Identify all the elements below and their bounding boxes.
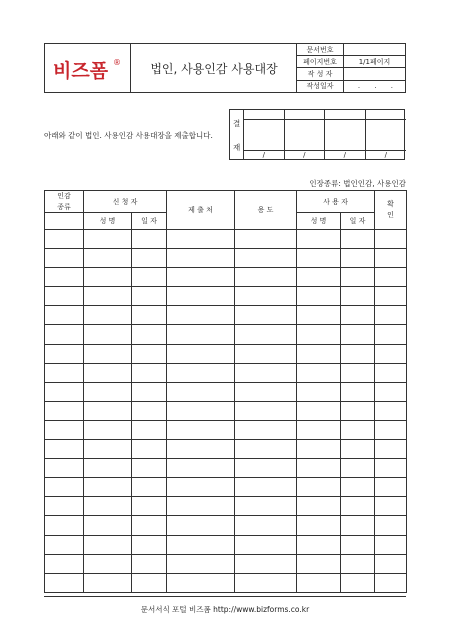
table-cell[interactable]: [132, 516, 167, 535]
table-cell[interactable]: [167, 440, 235, 459]
table-cell[interactable]: [84, 516, 132, 535]
table-cell[interactable]: [84, 230, 132, 249]
table-row: [45, 459, 407, 478]
meta-label: 페이지번호: [297, 56, 344, 68]
table-cell[interactable]: [132, 249, 167, 268]
table-row: [45, 573, 407, 592]
table-cell[interactable]: [167, 573, 235, 592]
table-cell[interactable]: [375, 382, 407, 401]
table-cell[interactable]: [84, 420, 132, 439]
table-cell[interactable]: [45, 535, 84, 554]
table-cell[interactable]: [297, 382, 341, 401]
table-cell[interactable]: [297, 344, 341, 363]
intro-text: 아래와 같이 법인. 사용인감 사용대장을 제출합니다.: [44, 131, 213, 140]
table-cell[interactable]: [297, 363, 341, 382]
table-cell[interactable]: [132, 573, 167, 592]
table-cell[interactable]: [132, 382, 167, 401]
table-cell[interactable]: [297, 535, 341, 554]
bizforms-logo: 비즈폼: [53, 60, 109, 82]
table-cell[interactable]: [341, 268, 375, 287]
table-cell[interactable]: [235, 325, 297, 344]
table-cell[interactable]: [167, 382, 235, 401]
table-cell[interactable]: [297, 306, 341, 325]
table-cell[interactable]: [45, 306, 84, 325]
table-cell[interactable]: [84, 459, 132, 478]
header-row-1: [45, 191, 407, 213]
title-cell: [131, 44, 297, 92]
table-row: [45, 401, 407, 420]
table-row: [45, 306, 407, 325]
table-cell[interactable]: [375, 478, 407, 497]
approval-date-slot: /: [244, 150, 284, 159]
logo-cell: [45, 44, 131, 92]
table-cell[interactable]: [132, 497, 167, 516]
table-cell[interactable]: [375, 516, 407, 535]
ledger-body: [45, 230, 407, 593]
meta-row-date: [297, 80, 405, 92]
table-cell[interactable]: [341, 478, 375, 497]
table-cell[interactable]: [297, 573, 341, 592]
table-cell[interactable]: [375, 287, 407, 306]
table-row: [45, 268, 407, 287]
table-cell[interactable]: [167, 249, 235, 268]
table-cell[interactable]: [235, 344, 297, 363]
table-cell[interactable]: [132, 459, 167, 478]
table-cell[interactable]: [341, 249, 375, 268]
header-user: 사 용 자: [297, 191, 375, 213]
header-purpose: 용 도: [235, 191, 297, 230]
table-cell[interactable]: [84, 401, 132, 420]
seal-usage-ledger-table: [44, 190, 407, 593]
table-cell[interactable]: [84, 344, 132, 363]
table-cell[interactable]: [297, 230, 341, 249]
document-meta-table: [297, 44, 405, 92]
approval-title-slot: [325, 110, 365, 120]
table-cell[interactable]: [132, 306, 167, 325]
table-cell[interactable]: [341, 459, 375, 478]
table-cell[interactable]: [375, 535, 407, 554]
table-cell[interactable]: [132, 325, 167, 344]
table-cell[interactable]: [341, 420, 375, 439]
table-cell[interactable]: [84, 287, 132, 306]
table-cell[interactable]: [45, 573, 84, 592]
table-cell[interactable]: [167, 420, 235, 439]
table-cell[interactable]: [132, 287, 167, 306]
table-cell[interactable]: [45, 497, 84, 516]
table-cell[interactable]: [235, 363, 297, 382]
table-cell[interactable]: [45, 382, 84, 401]
table-cell[interactable]: [341, 497, 375, 516]
table-cell[interactable]: [235, 230, 297, 249]
approval-label-top: 결: [233, 119, 241, 128]
approval-title-slot: [285, 110, 325, 120]
table-cell[interactable]: [235, 459, 297, 478]
table-cell[interactable]: [84, 363, 132, 382]
approval-title-slot: [366, 110, 407, 120]
table-row: [45, 325, 407, 344]
table-cell[interactable]: [375, 440, 407, 459]
table-cell[interactable]: [297, 516, 341, 535]
header-confirm: [375, 191, 407, 230]
table-cell[interactable]: [167, 459, 235, 478]
table-cell[interactable]: [84, 382, 132, 401]
table-cell[interactable]: [341, 382, 375, 401]
table-cell[interactable]: [375, 230, 407, 249]
table-cell[interactable]: [45, 516, 84, 535]
table-cell[interactable]: [132, 478, 167, 497]
approval-date-slot: /: [366, 150, 407, 159]
header-applicant: 신 청 자: [84, 191, 167, 213]
meta-row-page-number: [297, 56, 405, 68]
table-cell[interactable]: [45, 230, 84, 249]
approval-signature-cell[interactable]: [325, 110, 366, 159]
approval-label-column: [230, 110, 244, 159]
header-user-date: 일 자: [341, 213, 375, 230]
table-cell[interactable]: [235, 554, 297, 573]
table-row: [45, 420, 407, 439]
table-cell[interactable]: [297, 478, 341, 497]
table-cell[interactable]: [84, 573, 132, 592]
table-cell[interactable]: [297, 554, 341, 573]
table-cell[interactable]: [375, 401, 407, 420]
meta-value: 1/1페이지: [344, 56, 406, 68]
footer-divider: [44, 596, 406, 597]
header-seal-type-continued: [45, 213, 84, 230]
table-cell[interactable]: [167, 230, 235, 249]
table-cell[interactable]: [297, 497, 341, 516]
table-cell[interactable]: [235, 249, 297, 268]
table-cell[interactable]: [297, 420, 341, 439]
header-applicant-name: 성 명: [84, 213, 132, 230]
table-cell[interactable]: [375, 363, 407, 382]
table-cell[interactable]: [341, 516, 375, 535]
table-cell[interactable]: [167, 306, 235, 325]
table-cell[interactable]: [45, 401, 84, 420]
table-cell[interactable]: [167, 516, 235, 535]
table-cell[interactable]: [132, 344, 167, 363]
table-cell[interactable]: [375, 325, 407, 344]
table-row: [45, 249, 407, 268]
table-cell[interactable]: [341, 325, 375, 344]
approval-date-slot: /: [285, 150, 325, 159]
table-cell[interactable]: [375, 306, 407, 325]
table-row: [45, 382, 407, 401]
stamp-type-note: 인장종류: 법인인감, 사용인감: [309, 179, 406, 188]
meta-row-doc-number: [297, 44, 405, 56]
header-applicant-date: 일 자: [132, 213, 167, 230]
table-cell[interactable]: [235, 516, 297, 535]
table-cell[interactable]: [84, 249, 132, 268]
table-cell[interactable]: [45, 325, 84, 344]
table-cell[interactable]: [235, 382, 297, 401]
table-cell[interactable]: [235, 268, 297, 287]
table-cell[interactable]: [235, 440, 297, 459]
table-cell[interactable]: [235, 478, 297, 497]
table-cell[interactable]: [235, 401, 297, 420]
footer-text: 문서서식 포털 비즈폼 http://www.bizforms.co.kr: [140, 605, 310, 614]
table-cell[interactable]: [132, 363, 167, 382]
table-cell[interactable]: [132, 268, 167, 287]
document-header: [44, 43, 406, 93]
approval-signature-cell[interactable]: [285, 110, 326, 159]
table-cell[interactable]: [297, 287, 341, 306]
table-cell[interactable]: [45, 459, 84, 478]
table-cell[interactable]: [297, 459, 341, 478]
table-cell[interactable]: [45, 363, 84, 382]
table-row: [45, 497, 407, 516]
document-title: 법인, 사용인감 사용대장: [150, 62, 278, 76]
table-row: [45, 516, 407, 535]
table-row: [45, 535, 407, 554]
header-confirm-line1: 확: [387, 199, 394, 208]
table-cell[interactable]: [375, 268, 407, 287]
table-cell[interactable]: [235, 420, 297, 439]
table-cell[interactable]: [375, 573, 407, 592]
table-cell[interactable]: [341, 535, 375, 554]
approval-signature-cell[interactable]: [244, 110, 285, 159]
table-cell[interactable]: [341, 440, 375, 459]
table-cell[interactable]: [84, 325, 132, 344]
table-row: [45, 478, 407, 497]
header-seal-type-line1: 인감: [57, 192, 71, 200]
approval-signature-cell[interactable]: [366, 110, 407, 159]
table-cell[interactable]: [375, 554, 407, 573]
table-cell[interactable]: [167, 268, 235, 287]
meta-value[interactable]: [344, 68, 406, 80]
table-cell[interactable]: [235, 573, 297, 592]
table-cell[interactable]: [167, 535, 235, 554]
table-cell[interactable]: [84, 478, 132, 497]
table-row: [45, 363, 407, 382]
table-cell[interactable]: [235, 535, 297, 554]
table-cell[interactable]: [132, 554, 167, 573]
table-cell[interactable]: [341, 287, 375, 306]
table-cell[interactable]: [45, 440, 84, 459]
table-cell[interactable]: [167, 344, 235, 363]
meta-label: 작성일자: [297, 80, 344, 92]
meta-value[interactable]: . . .: [344, 80, 406, 92]
table-cell[interactable]: [341, 344, 375, 363]
table-cell[interactable]: [341, 401, 375, 420]
header-confirm-line2: 인: [387, 211, 394, 219]
approval-title-slot: [244, 110, 284, 120]
table-cell[interactable]: [132, 420, 167, 439]
table-cell[interactable]: [167, 363, 235, 382]
header-seal-type: [45, 191, 84, 213]
table-cell[interactable]: [341, 363, 375, 382]
table-cell[interactable]: [341, 554, 375, 573]
table-cell[interactable]: [45, 287, 84, 306]
header-seal-type-line2: 종류: [57, 202, 71, 211]
table-cell[interactable]: [297, 325, 341, 344]
table-cell[interactable]: [375, 459, 407, 478]
table-row: [45, 230, 407, 249]
table-cell[interactable]: [375, 420, 407, 439]
table-cell[interactable]: [341, 230, 375, 249]
table-cell[interactable]: [341, 573, 375, 592]
table-cell[interactable]: [235, 306, 297, 325]
table-cell[interactable]: [84, 306, 132, 325]
table-cell[interactable]: [167, 497, 235, 516]
table-cell[interactable]: [45, 478, 84, 497]
table-cell[interactable]: [167, 478, 235, 497]
table-cell[interactable]: [341, 306, 375, 325]
table-cell[interactable]: [132, 230, 167, 249]
table-cell[interactable]: [235, 287, 297, 306]
registered-mark: ®: [113, 58, 121, 67]
header-user-name: 성 명: [297, 213, 341, 230]
table-cell[interactable]: [167, 554, 235, 573]
table-cell[interactable]: [167, 401, 235, 420]
table-cell[interactable]: [84, 440, 132, 459]
table-row: [45, 344, 407, 363]
table-cell[interactable]: [45, 344, 84, 363]
table-cell[interactable]: [297, 268, 341, 287]
table-row: [45, 554, 407, 573]
table-cell[interactable]: [132, 401, 167, 420]
table-cell[interactable]: [297, 440, 341, 459]
table-cell[interactable]: [132, 440, 167, 459]
table-cell[interactable]: [84, 535, 132, 554]
header-submit-to: 제 출 처: [167, 191, 235, 230]
table-cell[interactable]: [297, 401, 341, 420]
table-cell[interactable]: [84, 268, 132, 287]
table-cell[interactable]: [297, 249, 341, 268]
meta-label: 문서번호: [297, 44, 344, 56]
table-cell[interactable]: [375, 249, 407, 268]
table-cell[interactable]: [132, 535, 167, 554]
approval-date-slot: /: [325, 150, 365, 159]
table-cell[interactable]: [375, 497, 407, 516]
table-cell[interactable]: [167, 325, 235, 344]
table-row: [45, 287, 407, 306]
table-cell[interactable]: [45, 268, 84, 287]
meta-label: 작 성 자: [297, 68, 344, 80]
table-cell[interactable]: [375, 344, 407, 363]
table-cell[interactable]: [45, 554, 84, 573]
table-cell[interactable]: [45, 249, 84, 268]
table-cell[interactable]: [84, 554, 132, 573]
table-cell[interactable]: [235, 497, 297, 516]
meta-row-author: [297, 68, 405, 80]
approval-label-bottom: 재: [233, 143, 241, 152]
table-cell[interactable]: [45, 420, 84, 439]
meta-value[interactable]: [344, 44, 406, 56]
table-cell[interactable]: [167, 287, 235, 306]
table-row: [45, 440, 407, 459]
table-cell[interactable]: [84, 497, 132, 516]
approval-box: [229, 109, 405, 160]
